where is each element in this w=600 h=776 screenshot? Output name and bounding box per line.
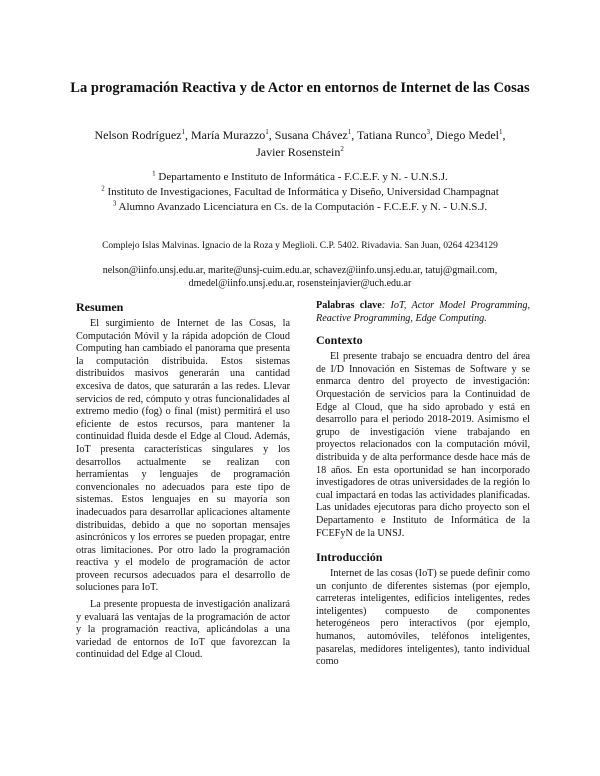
affiliation: $^1$ Departamento e Instituto de Informática - F.C.E.F. y N. - U.N.S.J.: [152, 169, 448, 183]
paragraph: El presente trabajo se encuadra dentro del área de I/D Innovación en Sistemas de Software y se enmarca dentro del proyecto de investigación: Orquestación de servicios para la Continuidad de Edge al Cloud, que ha sido aprobado y está en desarrollo para el periodo 2018-2019. Asimismo el grupo de investigación viene trabajando en proyectos relacionados con la computación móvil, distribuida y de alta performance desde hace más de 18 años. En esta oportunidad se han incorporado investigadores de otras universidades de la región lo cual impactará en todas las actividades planificadas. Las unidades ejecutoras para dicho proyecto son el Departamento e Instituto de Informática de la FCEFyN de la UNSJ.: [316, 351, 530, 539]
paragraph: La presente propuesta de investigación analizará y evaluará las ventajas de la programación de actor y la programación reactiva, aplicándolas a una variedad de entornos de IoT que favorezcan la continuidad del Edge al Cloud.: [76, 599, 290, 661]
keywords-label: Palabras clave: [316, 300, 382, 311]
author-list: Nelson Rodríguez$^1$, María Murazzo$^1$, Susana Chávez$^1$, Tatiana Runco$^3$, Diego Medel$^1$, Javier Rosenstein$^2$: [94, 128, 506, 159]
paragraph: Internet de las cosas (IoT) se puede definir como un conjunto de diferentes sistemas (por ejemplo, carreteras inteligentes, edificios inteligentes, redes inteligentes) compuesto de componentes heterogéneos pero interactivos (por ejemplo, humanos, automóviles, teléfonos inteligentes, pasarelas, medidores inteligentes), tanto individual como: [316, 568, 530, 668]
author: María Murazzo$^1$: [190, 128, 269, 142]
paragraph: El surgimiento de Internet de las Cosas, la Computación Móvil y la rápida adopción de Cloud Computing han cambiado el panorama que presenta la computación distribuida. Estos sistemas distribuidos masivos generarán una cantidad excesiva de datos, que saturarán a las redes. Llevar servicios de red, cómputo y otras funcionalidades al extremo medio (fog) o final (mist) permitirá el uso eficiente de estos recursos, para mantener la continuidad fluida desde el Edge al Cloud. Además, IoT presenta características singulares y los desarrollos actualmente se realizan con herramientas y lenguajes de programación convencionales no adecuados para este tipo de sistemas. Estos lenguajes en su mayoría son inadecuados para desarrollar aplicaciones altamente distribuidas, debido a que no soportan mensajes asincrónicos y los errores se pueden propagar, entre otras limitaciones. Por otro lado la programación reactiva y el modelo de programación de actor proveen recursos adecuados para el desarrollo de soluciones para IoT.: [76, 318, 290, 594]
author: Javier Rosenstein$^2$: [256, 145, 344, 159]
section-heading-contexto: Contexto: [316, 333, 363, 348]
section-heading-introduccion: Introducción: [316, 550, 383, 565]
affiliation-list: [80, 170, 520, 215]
author-emails: nelson@iinfo.unsj.edu.ar, marite@unsj-cuim.edu.ar, schavez@iinfo.unsj.edu.ar, tatuj@gmail.com, dmedel@iinfo.unsj.edu.ar, rosensteinjavier@uch.edu.ar: [102, 265, 498, 289]
left-column: [76, 300, 290, 662]
author: Diego Medel$^1$: [436, 128, 503, 142]
institution-address: Complejo Islas Malvinas. Ignacio de la Roza y Meglioli. C.P. 5402. Rivadavia. San Juan, 0264 4234129: [102, 241, 498, 251]
author: Susana Chávez$^1$: [274, 128, 352, 142]
affiliation: $^3$ Alumno Avanzado Licenciatura en Cs. de la Computación - F.C.E.F. y N. - U.N.S.J.: [112, 199, 488, 213]
author: Nelson Rodríguez$^1$: [94, 128, 185, 142]
keywords-text: IoT, Actor Model Programming, Reactive Programming, Edge Computing.: [316, 300, 530, 324]
right-column: [316, 300, 530, 669]
author: Tatiana Runco$^3$: [357, 128, 431, 142]
keywords: Palabras clave: IoT, Actor Model Programming, Reactive Programming, Edge Computing.: [316, 300, 530, 324]
affiliation: $^2$ Instituto de Investigaciones, Facultad de Informática y Diseño, Universidad Champagnat: [101, 184, 499, 198]
section-heading-resumen: Resumen: [76, 300, 124, 314]
paper-title: La programación Reactiva y de Actor en entornos de Internet de las Cosas: [70, 80, 530, 96]
